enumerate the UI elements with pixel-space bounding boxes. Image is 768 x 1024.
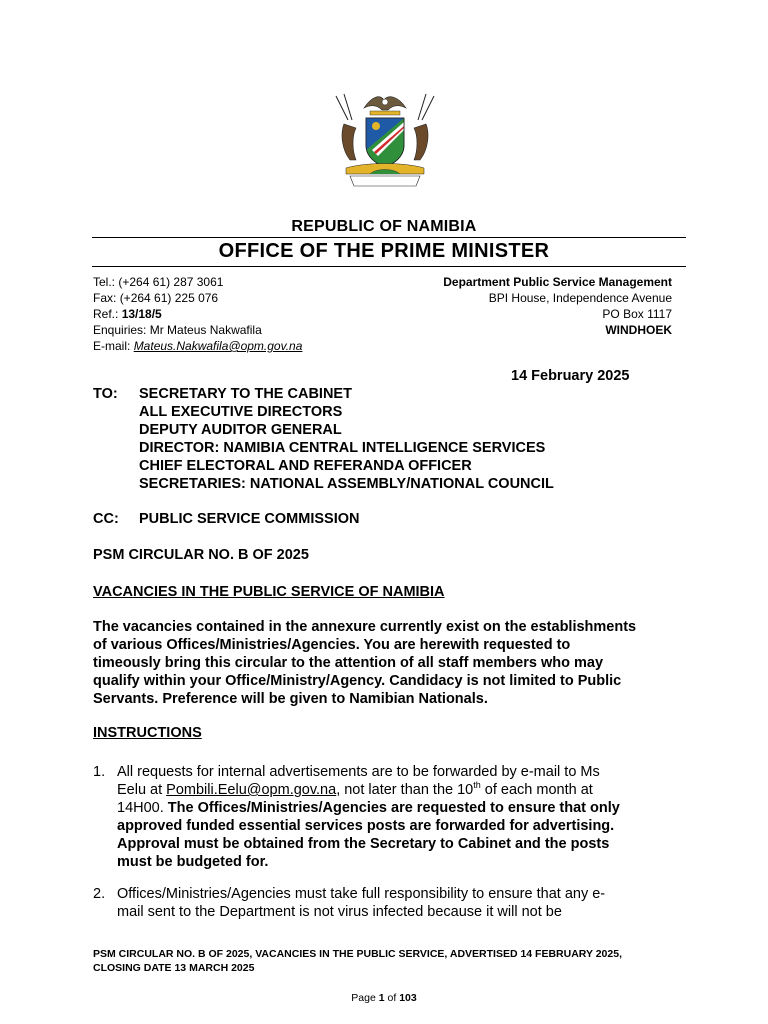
city: WINDHOEK <box>605 323 672 337</box>
header-bottom-rule <box>92 266 686 267</box>
ref-label: Ref.: <box>93 307 119 321</box>
footer-line: PSM CIRCULAR NO. B OF 2025, VACANCIES IN THE PUBLIC SERVICE, ADVERTISED 14 FEBRUARY 2025, <box>93 948 622 960</box>
fax-label: Fax: <box>93 291 117 305</box>
item1-line: Approval must be obtained from the Secretary to Cabinet and the posts <box>117 836 610 852</box>
subject-heading: VACANCIES IN THE PUBLIC SERVICE OF NAMIBIA <box>93 584 445 600</box>
contact-details-right <box>342 274 672 338</box>
page-number: Page 1 of 103 <box>351 992 417 1004</box>
tel-label: Tel.: <box>93 275 116 289</box>
eelu-email-link[interactable]: Pombili.Eelu@opm.gov.na <box>166 782 337 798</box>
header-top-rule <box>92 237 686 238</box>
item1-line: approved funded essential services posts are forwarded for advertising. <box>117 818 615 834</box>
email-label: E-mail: <box>93 339 131 353</box>
ref-value: 13/18/5 <box>121 307 162 321</box>
recipient-line: SECRETARIES: NATIONAL ASSEMBLY/NATIONAL COUNCIL <box>139 476 554 492</box>
enquiries-label: Enquiries: <box>93 323 147 337</box>
item2-line: Offices/Ministries/Agencies must take full responsibility to ensure that any e- <box>117 886 606 902</box>
recipient-line: SECRETARY TO THE CABINET <box>139 386 352 402</box>
intro-line: qualify within your Office/Ministry/Agency. Candidacy is not limited to Public <box>93 673 622 689</box>
page-footer <box>93 947 684 975</box>
intro-line: Servants. Preference will be given to Namibian Nationals. <box>93 691 488 707</box>
address-line: BPI House, Independence Avenue <box>488 291 672 305</box>
intro-line: of various Offices/Ministries/Agencies. You are herewith requested to <box>93 637 571 653</box>
recipient-line: CHIEF ELECTORAL AND REFERANDA OFFICER <box>139 458 472 474</box>
cc-line <box>93 511 359 527</box>
coat-of-arms-emblem <box>326 90 444 190</box>
to-label: TO: <box>93 386 118 402</box>
letter-date: 14 February 2025 <box>511 368 630 384</box>
fax-value: (+264 61) 225 076 <box>119 291 219 305</box>
instruction-item-1 <box>93 763 684 871</box>
tel-value: (+264 61) 287 3061 <box>118 275 224 289</box>
recipient-line: DEPUTY AUDITOR GENERAL <box>139 422 342 438</box>
cc-label: CC: <box>93 511 119 527</box>
office-heading: OFFICE OF THE PRIME MINISTER <box>218 240 550 262</box>
recipient-line: ALL EXECUTIVE DIRECTORS <box>139 404 343 420</box>
department-name: Department Public Service Management <box>443 275 672 289</box>
po-box: PO Box 1117 <box>602 307 672 321</box>
item2-line: mail sent to the Department is not virus infected because it will not be <box>117 904 562 920</box>
email-row <box>93 338 423 354</box>
item1-line: must be budgeted for. <box>117 854 269 870</box>
item-number: 1. <box>93 764 106 780</box>
intro-line: timeously bring this circular to the attention of all staff members who may <box>93 655 604 671</box>
enquiries-email-link[interactable]: Mateus.Nakwafila@opm.gov.na <box>133 339 303 353</box>
intro-line: The vacancies contained in the annexure currently exist on the establishments <box>93 619 637 635</box>
enquiries-value: Mr Mateus Nakwafila <box>149 323 262 337</box>
item-number: 2. <box>93 886 106 902</box>
item1-line: All requests for internal advertisements are to be forwarded by e-mail to Ms <box>117 764 600 780</box>
instruction-item-2 <box>93 885 684 921</box>
instructions-heading: INSTRUCTIONS <box>93 725 202 741</box>
cc-value: PUBLIC SERVICE COMMISSION <box>139 511 360 527</box>
footer-line: CLOSING DATE 13 MARCH 2025 <box>93 962 255 974</box>
circular-number: PSM CIRCULAR NO. B OF 2025 <box>93 547 309 563</box>
recipient-line: DIRECTOR: NAMIBIA CENTRAL INTELLIGENCE SERVICES <box>139 440 546 456</box>
item1-line: 14H00. The Offices/Ministries/Agencies are requested to ensure that only <box>117 800 620 816</box>
republic-heading: REPUBLIC OF NAMIBIA <box>291 218 477 235</box>
intro-paragraph <box>93 618 684 708</box>
to-recipients <box>93 385 554 493</box>
item1-line: Eelu at Pombili.Eelu@opm.gov.na, not later than the 10th of each month at <box>117 780 593 798</box>
